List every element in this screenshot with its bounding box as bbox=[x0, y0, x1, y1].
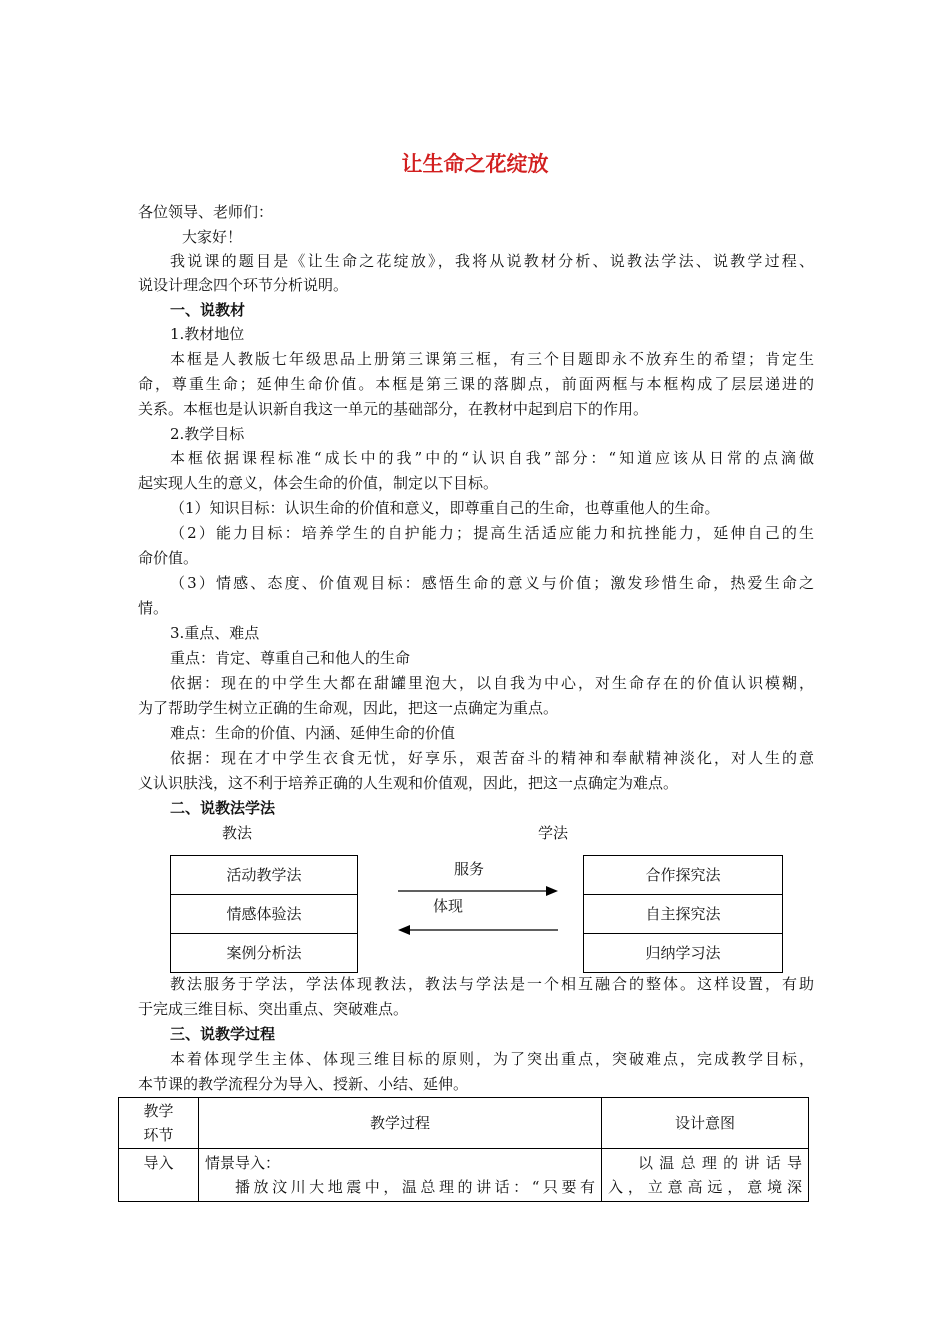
sub1-text-1: 本框是人教版七年级思品上册第三课第三框，有三个目题即永不放弃生的希望；肯定生 bbox=[170, 350, 814, 368]
section3-heading: 三、说教学过程 bbox=[170, 1025, 276, 1043]
diagram-right-label: 学法 bbox=[538, 824, 569, 842]
teaching-method-item: 活动教学法 bbox=[171, 856, 357, 895]
teaching-methods-box bbox=[170, 855, 358, 973]
header-stage: 教学 环节 bbox=[119, 1098, 199, 1149]
hello: 大家好！ bbox=[182, 228, 243, 246]
sub1-text-2: 命，尊重生命；延伸生命价值。本框是第三课的落脚点，前面两框与本框构成了层层递进的 bbox=[138, 375, 814, 393]
table-row bbox=[119, 1149, 809, 1202]
learning-method-item: 归纳学习法 bbox=[645, 944, 721, 962]
page-title: 让生命之花绽放 bbox=[401, 152, 549, 176]
learning-methods-box bbox=[583, 855, 783, 973]
intent-line-1: 以温总理的讲话导 bbox=[638, 1154, 802, 1172]
header-intent: 设计意图 bbox=[602, 1098, 809, 1149]
intro-line-1: 我说课的题目是《让生命之花绽放》，我将从说教材分析、说教法学法、说教学过程、 bbox=[170, 252, 814, 270]
section1-heading: 一、说教材 bbox=[170, 301, 246, 319]
section2-summary-2: 于完成三维目标、突出重点、突破难点。 bbox=[138, 1000, 409, 1018]
sub2-text-2: 起实现人生的意义，体会生命的价值，制定以下目标。 bbox=[138, 474, 499, 492]
key-basis-2: 为了帮助学生树立正确的生命观，因此，把这一点确定为重点。 bbox=[138, 699, 559, 717]
learning-method-item: 合作探究法 bbox=[584, 856, 782, 895]
row-process bbox=[199, 1149, 602, 1202]
intro-line-2: 说设计理念四个环节分析说明。 bbox=[138, 276, 349, 294]
diagram-left-label: 教法 bbox=[222, 824, 253, 842]
learning-method-item: 自主探究法 bbox=[584, 895, 782, 934]
arrow-bottom-label: 体现 bbox=[433, 897, 464, 915]
key-point: 重点：肯定、尊重自己和他人的生命 bbox=[170, 649, 411, 667]
greeting: 各位领导、老师们： bbox=[138, 203, 274, 221]
header-process: 教学过程 bbox=[199, 1098, 602, 1149]
intent-line-2: 入，立意高远，意境深 bbox=[608, 1178, 802, 1196]
teaching-process-table bbox=[118, 1097, 809, 1202]
process-text: 播放汶川大地震中，温总理的讲话：“只要有 bbox=[235, 1178, 595, 1196]
difficult-point: 难点：生命的价值、内涵、延伸生命的价值 bbox=[170, 724, 456, 742]
goal-3-line-2: 情。 bbox=[138, 599, 169, 617]
difficult-basis-2: 义认识肤浅，这不利于培养正确的人生观和价值观，因此，把这一点确定为难点。 bbox=[138, 774, 679, 792]
goal-1: （1）知识目标：认识生命的价值和意义，即尊重自己的生命，也尊重他人的生命。 bbox=[170, 499, 720, 517]
process-title: 情景导入： bbox=[205, 1154, 281, 1172]
section2-heading: 二、说教法学法 bbox=[170, 799, 276, 817]
sub2-heading: 2.教学目标 bbox=[170, 425, 245, 443]
teaching-method-item: 案例分析法 bbox=[226, 944, 302, 962]
teaching-method-item: 情感体验法 bbox=[171, 895, 357, 934]
sub1-heading: 1.教材地位 bbox=[170, 325, 245, 343]
row-stage: 导入 bbox=[119, 1149, 199, 1202]
arrow-top-label: 服务 bbox=[454, 860, 485, 878]
row-intent bbox=[602, 1149, 809, 1202]
arrows-diagram bbox=[396, 880, 560, 940]
section3-text-1: 本着体现学生主体、体现三维目标的原则，为了突出重点，突破难点，完成教学目标， bbox=[170, 1050, 814, 1068]
goal-3-line-1: （3）情感、态度、价值观目标：感悟生命的意义与价值；激发珍惜生命，热爱生命之 bbox=[170, 574, 814, 592]
difficult-basis-1: 依据：现在才中学生衣食无忧，好享乐，艰苦奋斗的精神和奉献精神淡化，对人生的意 bbox=[170, 749, 814, 767]
goal-2-line-1: （2）能力目标：培养学生的自护能力；提高生活适应能力和抗挫能力，延伸自己的生 bbox=[170, 524, 814, 542]
key-basis-1: 依据：现在的中学生大都在甜罐里泡大，以自我为中心，对生命存在的价值认识模糊， bbox=[170, 674, 814, 692]
section2-summary-1: 教法服务于学法，学法体现教法，教法与学法是一个相互融合的整体。这样设置，有助 bbox=[170, 975, 814, 993]
sub1-text-3: 关系。本框也是认识新自我这一单元的基础部分，在教材中起到启下的作用。 bbox=[138, 400, 649, 418]
section3-text-2: 本节课的教学流程分为导入、授新、小结、延伸。 bbox=[138, 1075, 469, 1093]
sub2-text-1: 本框依据课程标准“成长中的我”中的“认识自我”部分：“知道应该从日常的点滴做 bbox=[170, 449, 814, 467]
right-arrow-head bbox=[546, 886, 558, 896]
table-header-row bbox=[119, 1098, 809, 1149]
sub3-heading: 3.重点、难点 bbox=[170, 624, 260, 642]
goal-2-line-2: 命价值。 bbox=[138, 549, 199, 567]
left-arrow-head bbox=[398, 925, 410, 935]
